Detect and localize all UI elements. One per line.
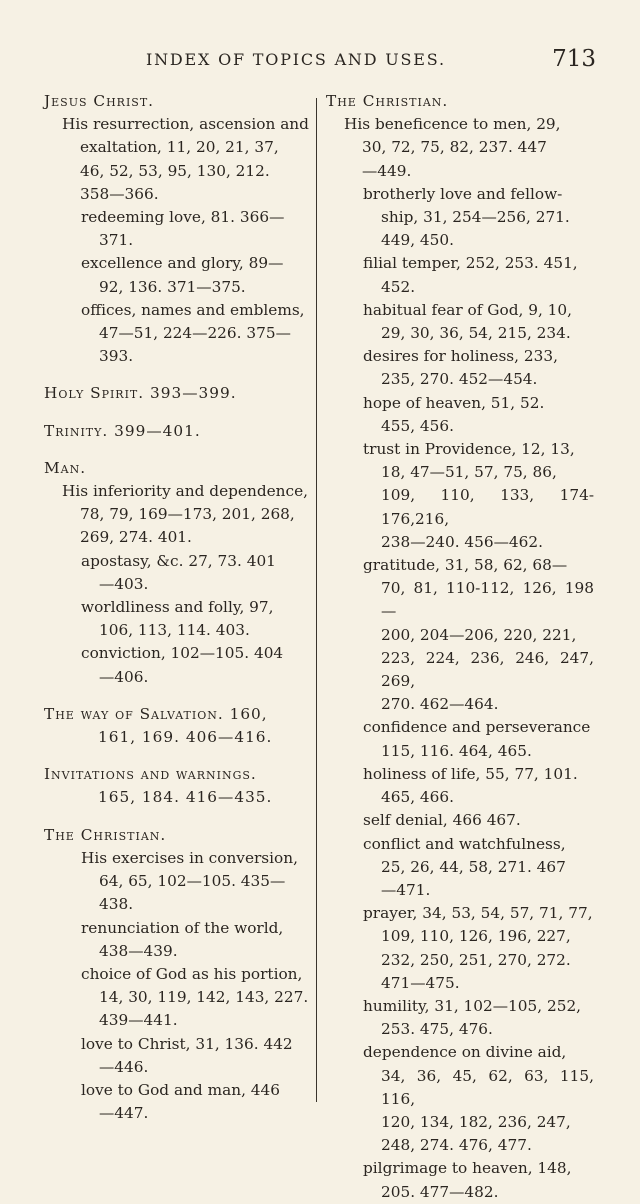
- index-line: 109, 110, 133, 174-176,216,: [381, 486, 594, 528]
- index-line: 92, 136. 371—375.: [99, 277, 246, 296]
- index-entry: [326, 902, 594, 995]
- index-line: —403.: [99, 574, 149, 593]
- index-line: worldliness and folly, 97,: [81, 598, 274, 617]
- index-line: 438—439.: [99, 941, 178, 960]
- index-line: exaltation, 11, 20, 21, 37,: [80, 138, 279, 157]
- index-line: apostasy, &c. 27, 73. 401: [81, 551, 276, 570]
- index-line: Man.: [44, 458, 87, 477]
- index-line: His resurrection, ascension and: [62, 115, 309, 134]
- index-entry: [44, 963, 316, 1033]
- index-entry: [44, 206, 316, 252]
- index-heading: [326, 90, 594, 113]
- index-entry: [326, 113, 594, 183]
- index-entry: [326, 833, 594, 903]
- index-heading: [44, 824, 316, 847]
- index-line: 465, 466.: [381, 788, 454, 807]
- index-line: 232, 250, 251, 270, 272.: [381, 950, 571, 969]
- index-entry: [326, 392, 594, 438]
- index-line: gratitude, 31, 58, 62, 68—: [363, 556, 568, 575]
- index-heading: [44, 457, 316, 480]
- index-line: 238—240. 456—462.: [381, 532, 543, 551]
- index-heading: [44, 90, 316, 113]
- index-line: 358—366.: [80, 184, 159, 203]
- index-line: His beneficence to men, 29,: [344, 115, 561, 134]
- index-line: 47—51, 224—226. 375—: [99, 324, 291, 343]
- index-line: 161, 169. 406—416.: [98, 728, 273, 747]
- index-line: self denial, 466 467.: [363, 811, 521, 830]
- index-line: The Christian.: [326, 92, 449, 110]
- index-line: 46, 52, 53, 95, 130, 212.: [80, 161, 270, 180]
- index-entry: [326, 299, 594, 345]
- index-line: love to Christ, 31, 136. 442: [81, 1034, 293, 1053]
- index-line: 200, 204—206, 220, 221,: [381, 625, 577, 644]
- index-line: offices, names and emblems,: [81, 300, 305, 319]
- page-header: [146, 46, 616, 76]
- index-line: 253. 475, 476.: [381, 1020, 493, 1039]
- index-line: desires for holiness, 233,: [363, 347, 558, 366]
- index-line: 269, 274. 401.: [80, 528, 192, 547]
- index-entry: [326, 763, 594, 809]
- index-entry: [44, 847, 316, 917]
- index-line: 109, 110, 126, 196, 227,: [381, 927, 571, 946]
- index-line: filial temper, 252, 253. 451,: [363, 254, 578, 273]
- index-line: His exercises in conversion,: [81, 848, 298, 867]
- index-line: habitual fear of God, 9, 10,: [363, 300, 573, 319]
- index-entry: [326, 1041, 594, 1157]
- index-entry: [326, 554, 594, 716]
- index-line: 18, 47—51, 57, 75, 86,: [381, 463, 557, 482]
- index-line: conviction, 102—105. 404: [81, 644, 284, 663]
- index-line: hope of heaven, 51, 52.: [363, 393, 545, 412]
- index-line: 455, 456.: [381, 416, 454, 435]
- index-line: His inferiority and dependence,: [62, 482, 309, 501]
- index-line: 439—441.: [99, 1011, 178, 1030]
- index-line: Invitations and warnings.: [44, 765, 257, 784]
- index-entry: [44, 299, 316, 369]
- index-line: 165, 184. 416—435.: [98, 788, 273, 807]
- index-entry: [326, 809, 594, 832]
- index-line: 30, 72, 75, 82, 237. 447: [362, 138, 547, 157]
- index-line: 235, 270. 452—454.: [381, 370, 538, 389]
- index-line: ship, 31, 254—256, 271.: [381, 208, 570, 227]
- index-line: prayer, 34, 53, 54, 57, 71, 77,: [363, 904, 593, 923]
- index-line: 449, 450.: [381, 231, 454, 250]
- index-line: pilgrimage to heaven, 148,: [363, 1159, 572, 1178]
- index-line: renunciation of the world,: [81, 918, 284, 937]
- index-line: 371.: [99, 231, 134, 250]
- index-entry: [326, 995, 594, 1041]
- index-entry: [44, 252, 316, 298]
- index-heading: [44, 763, 316, 809]
- index-line: conflict and watchfulness,: [363, 834, 566, 853]
- index-entry: [326, 252, 594, 298]
- index-line: 452.: [381, 277, 416, 296]
- index-line: —446.: [99, 1057, 149, 1076]
- index-line: 471—475.: [381, 973, 460, 992]
- index-line: excellence and glory, 89—: [81, 254, 284, 273]
- index-line: dependence on divine aid,: [363, 1043, 567, 1062]
- index-line: choice of God as his portion,: [81, 964, 303, 983]
- index-line: confidence and perseverance: [363, 718, 591, 737]
- index-line: Trinity. 399—401.: [44, 421, 201, 440]
- index-line: 25, 26, 44, 58, 271. 467: [381, 857, 566, 876]
- index-entry: [44, 917, 316, 963]
- index-line: brotherly love and fellow-: [363, 184, 563, 203]
- index-entry: [326, 183, 594, 253]
- index-line: holiness of life, 55, 77, 101.: [363, 764, 578, 783]
- index-entry: [44, 1079, 316, 1125]
- index-line: 14, 30, 119, 142, 143, 227.: [99, 988, 309, 1007]
- index-heading: [44, 420, 316, 443]
- index-entry: [44, 1033, 316, 1079]
- index-line: Holy Spirit. 393—399.: [44, 384, 237, 403]
- index-line: 106, 113, 114. 403.: [99, 621, 250, 640]
- index-line: The way of Salvation. 160,: [44, 704, 268, 723]
- index-line: love to God and man, 446: [81, 1080, 280, 1099]
- index-line: 393.: [99, 347, 134, 366]
- index-entry: [44, 480, 316, 550]
- index-line: humility, 31, 102—105, 252,: [363, 996, 582, 1015]
- index-entry: [326, 438, 594, 554]
- index-entry: [44, 550, 316, 596]
- index-line: 223, 224, 236, 246, 247, 269,: [381, 648, 594, 691]
- index-line: Jesus Christ.: [44, 92, 155, 110]
- index-entry: [44, 113, 316, 206]
- index-line: —447.: [99, 1104, 149, 1123]
- index-line: 29, 30, 36, 54, 215, 234.: [381, 324, 571, 343]
- index-line: 205. 477—482.: [381, 1182, 499, 1201]
- index-line: 78, 79, 169—173, 201, 268,: [80, 505, 295, 524]
- index-line: 438.: [99, 895, 134, 914]
- index-line: 248, 274. 476, 477.: [381, 1136, 532, 1155]
- right-column: [326, 90, 594, 1204]
- index-heading: [44, 703, 316, 749]
- index-heading: [44, 382, 316, 405]
- index-line: —471.: [381, 880, 431, 899]
- index-entry: [44, 596, 316, 642]
- left-column: [44, 90, 316, 1125]
- index-line: 34, 36, 45, 62, 63, 115, 116,: [381, 1066, 594, 1108]
- index-line: 70, 81, 110-112, 126, 198—: [381, 579, 594, 621]
- index-entry: [326, 1157, 594, 1203]
- running-title: INDEX OF TOPICS AND USES.: [146, 50, 446, 69]
- index-line: 64, 65, 102—105. 435—: [99, 872, 286, 891]
- index-line: The Christian.: [44, 825, 167, 844]
- index-line: 270. 462—464.: [381, 695, 499, 714]
- page-number: 713: [552, 46, 596, 72]
- index-entry: [326, 716, 594, 762]
- index-line: —449.: [362, 161, 412, 180]
- index-line: redeeming love, 81. 366—: [81, 208, 285, 227]
- index-entry: [326, 345, 594, 391]
- index-line: trust in Providence, 12, 13,: [363, 440, 575, 459]
- index-line: —406.: [99, 667, 149, 686]
- index-entry: [44, 642, 316, 688]
- column-divider: [316, 98, 317, 1102]
- index-line: 120, 134, 182, 236, 247,: [381, 1112, 571, 1131]
- index-line: 115, 116. 464, 465.: [381, 741, 532, 760]
